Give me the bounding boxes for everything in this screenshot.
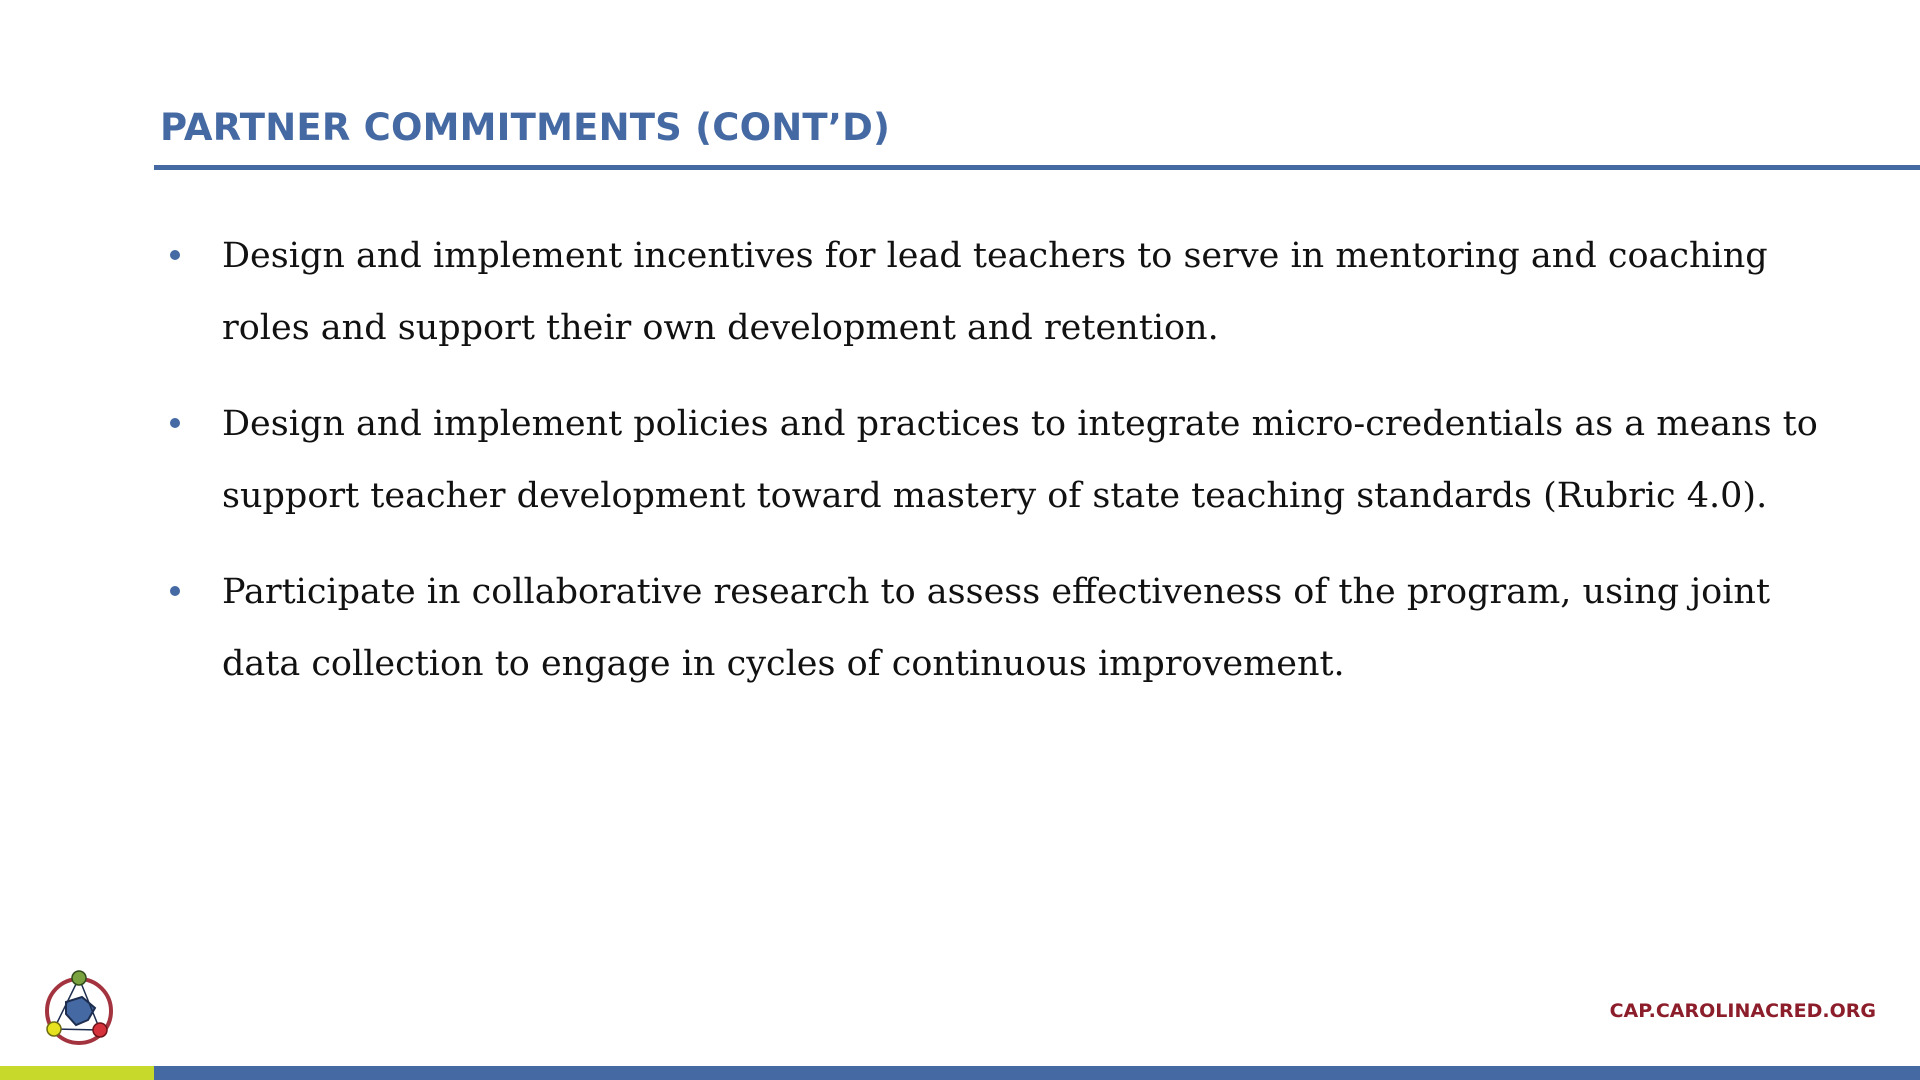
carolina-network-logo-icon: [38, 968, 120, 1050]
bullet-dot-icon: [170, 586, 180, 596]
bullet-list: [165, 220, 1845, 724]
bullet-text: Design and implement incentives for lead teachers to serve in mentoring and coaching roles and support their own development and retention.: [222, 236, 1768, 348]
bullet-item: [165, 556, 1845, 700]
bullet-item: [165, 388, 1845, 532]
bullet-dot-icon: [170, 250, 180, 260]
footer-url: CAP.CAROLINACRED.ORG: [1609, 1000, 1876, 1022]
bullet-text: Design and implement policies and practices to integrate micro-credentials as a means to support teacher development toward mastery of state teaching standards (Rubric 4.0).: [222, 404, 1818, 516]
bullet-dot-icon: [170, 418, 180, 428]
title-divider: [154, 165, 1920, 170]
bullet-item: [165, 220, 1845, 364]
footer-bar-green: [0, 1066, 154, 1080]
slide-title: PARTNER COMMITMENTS (CONT’D): [160, 106, 891, 149]
bullet-text: Participate in collaborative research to assess effectiveness of the program, using joint data collection to engage in cycles of continuous improvement.: [222, 572, 1771, 684]
footer-bar-blue: [154, 1066, 1920, 1080]
